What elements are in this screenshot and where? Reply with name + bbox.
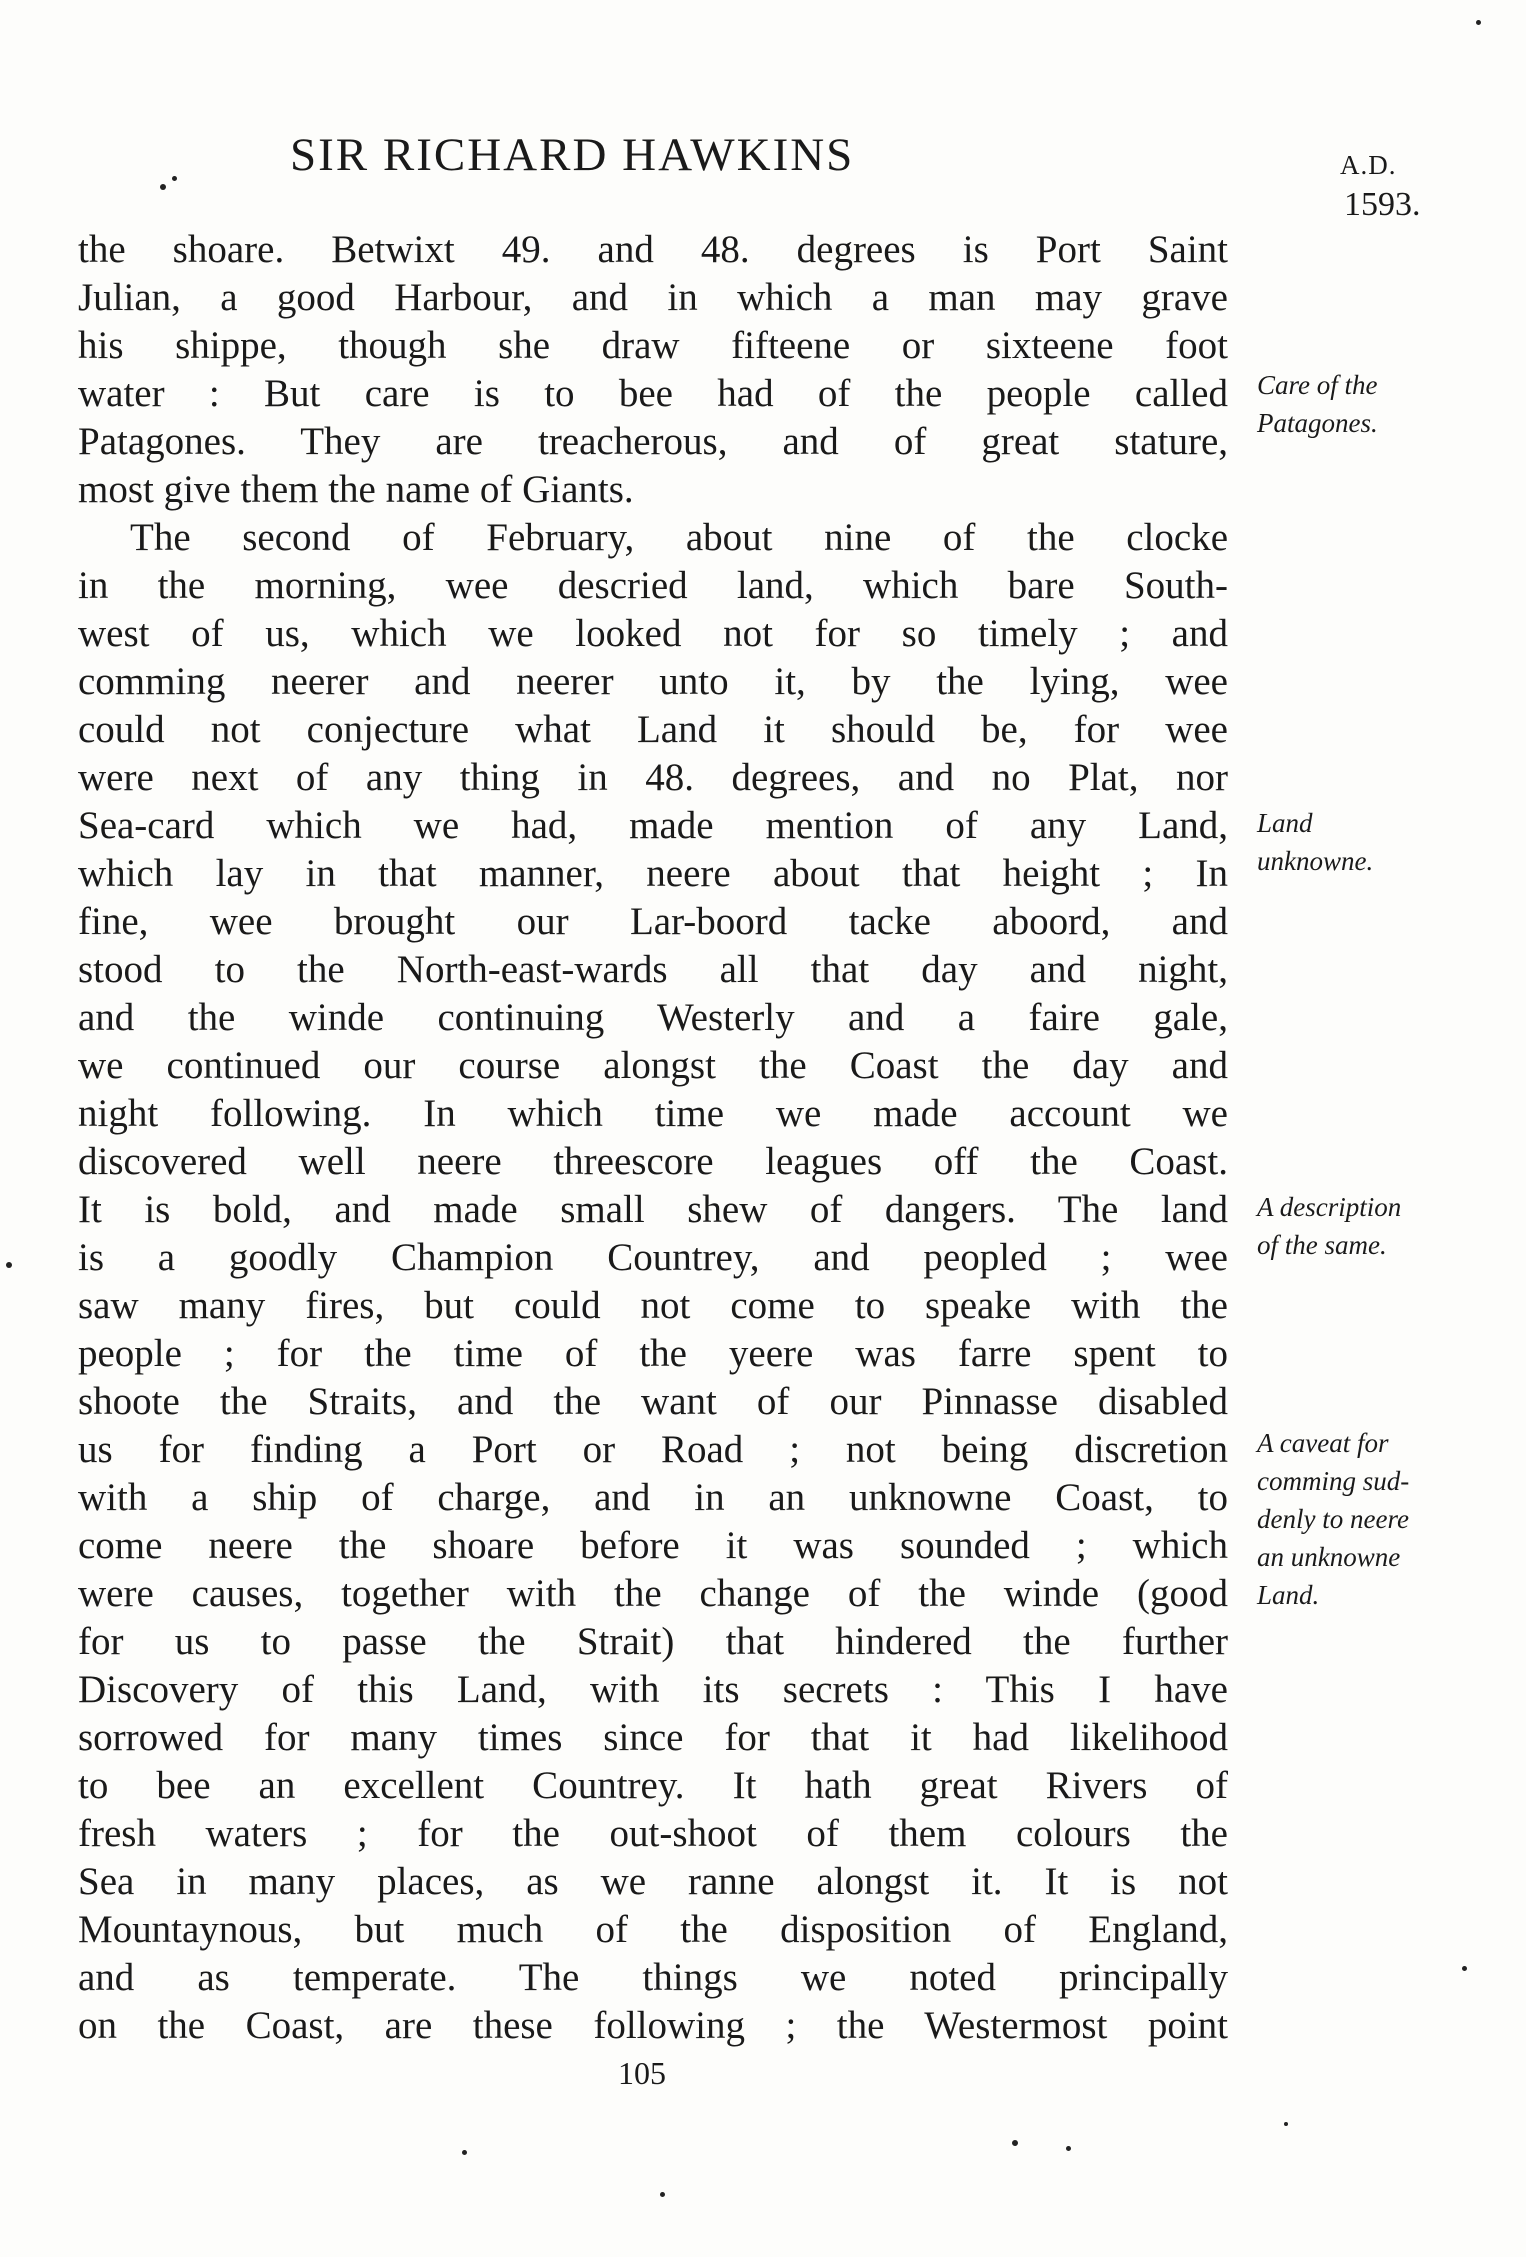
print-speck <box>172 176 177 181</box>
text-line: the shoare. Betwixt 49. and 48. degrees is Port Saint <box>78 228 1228 271</box>
text-line: his shippe, though she draw fifteene or sixteene foot <box>78 324 1228 367</box>
text-line: with a ship of charge, and in an unknowne Coast, to <box>78 1476 1228 1519</box>
margin-note-line: unknowne. <box>1257 846 1374 876</box>
text-line: night following. In which time we made account we <box>78 1092 1228 1135</box>
text-line: in the morning, wee descried land, which bare South- <box>78 564 1228 607</box>
text-line: were next of any thing in 48. degrees, and no Plat, nor <box>78 756 1228 799</box>
margin-note-line: Land <box>1257 808 1313 838</box>
print-speck <box>660 2192 665 2197</box>
print-speck <box>1462 1966 1467 1971</box>
margin-note-line: of the same. <box>1257 1230 1387 1260</box>
year-value: 1593. <box>1344 186 1421 223</box>
text-line: fine, wee brought our Lar-boord tacke aboord, and <box>78 900 1228 943</box>
text-line: The second of February, about nine of the clocke <box>130 516 1228 559</box>
page-number: 105 <box>618 2055 666 2091</box>
text-line: us for finding a Port or Road ; not being discretion <box>78 1428 1228 1471</box>
running-title: SIR RICHARD HAWKINS <box>290 129 855 181</box>
text-line: Julian, a good Harbour, and in which a man may grave <box>78 276 1228 319</box>
text-line: is a goodly Champion Countrey, and peopled ; wee <box>78 1236 1228 1279</box>
text-line: and the winde continuing Westerly and a faire gale, <box>78 996 1228 1039</box>
print-speck <box>160 184 166 190</box>
margin-note-line: an unknowne <box>1257 1542 1401 1572</box>
text-line: west of us, which we looked not for so timely ; and <box>78 612 1228 655</box>
text-line: for us to passe the Strait) that hindered the further <box>78 1620 1228 1663</box>
text-line: and as temperate. The things we noted principally <box>78 1956 1228 1999</box>
margin-note-line: Care of the <box>1257 370 1378 400</box>
print-speck <box>1284 2122 1288 2126</box>
margin-note-line: denly to neere <box>1257 1504 1409 1534</box>
text-line: Sea in many places, as we ranne alongst it. It is not <box>78 1860 1228 1903</box>
text-line: Discovery of this Land, with its secrets : This I have <box>78 1668 1228 1711</box>
text-line: discovered well neere threescore leagues off the Coast. <box>78 1140 1228 1183</box>
margin-note-line: A description <box>1257 1192 1402 1222</box>
text-line: shoote the Straits, and the want of our Pinnasse disabled <box>78 1380 1228 1423</box>
text-line: saw many fires, but could not come to speake with the <box>78 1284 1228 1327</box>
print-speck <box>1012 2140 1018 2146</box>
text-line: Mountaynous, but much of the disposition of England, <box>78 1908 1228 1951</box>
text-line: which lay in that manner, neere about that height ; In <box>78 852 1228 895</box>
margin-note-line: comming sud- <box>1257 1466 1410 1496</box>
margin-note-line: A caveat for <box>1257 1428 1389 1458</box>
text-line: fresh waters ; for the out-shoot of them colours the <box>78 1812 1228 1855</box>
body-text <box>78 226 1228 2050</box>
print-speck <box>1476 20 1481 25</box>
text-line: Patagones. They are treacherous, and of great stature, <box>78 420 1228 463</box>
margin-note-line: Patagones. <box>1257 408 1378 438</box>
text-line: could not conjecture what Land it should be, for wee <box>78 708 1228 751</box>
text-line: water : But care is to bee had of the people called <box>78 372 1228 415</box>
text-line: we continued our course alongst the Coast the day and <box>78 1044 1228 1087</box>
text-line: It is bold, and made small shew of dangers. The land <box>78 1188 1228 1231</box>
text-line: were causes, together with the change of the winde (good <box>78 1572 1228 1615</box>
text-line: on the Coast, are these following ; the Westermost point <box>78 2004 1228 2047</box>
text-line: comming neerer and neerer unto it, by the lying, wee <box>78 660 1228 703</box>
margin-note-description <box>1257 1188 1497 1264</box>
text-line: come neere the shoare before it was sounded ; which <box>78 1524 1228 1567</box>
margin-note-land-unknowne <box>1257 804 1497 880</box>
margin-note-patagones <box>1257 366 1497 442</box>
text-line: people ; for the time of the yeere was farre spent to <box>78 1332 1228 1375</box>
text-line: stood to the North-east-wards all that day and night, <box>78 948 1228 991</box>
text-line: sorrowed for many times since for that it had likelihood <box>78 1716 1228 1759</box>
text-line: most give them the name of Giants. <box>78 468 634 511</box>
year-label: A.D. <box>1340 150 1397 180</box>
print-speck <box>6 1262 12 1268</box>
text-line: Sea-card which we had, made mention of any Land, <box>78 804 1228 847</box>
margin-note-line: Land. <box>1257 1580 1320 1610</box>
margin-note-caveat <box>1257 1424 1497 1614</box>
print-speck <box>1066 2146 1071 2151</box>
print-speck <box>462 2150 467 2155</box>
text-line: to bee an excellent Countrey. It hath great Rivers of <box>78 1764 1228 1807</box>
